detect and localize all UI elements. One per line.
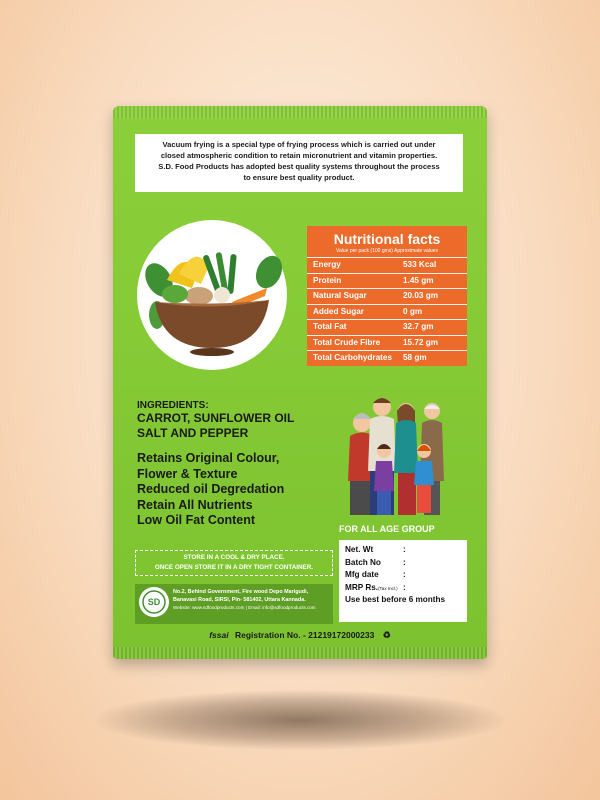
product-shadow: [95, 690, 505, 750]
info-row: MRP Rs.(Tax Incl.) :: [345, 582, 406, 592]
intro-line: to ensure best quality product.: [243, 173, 355, 182]
nutrition-subtitle: Value per pack (100 gms) Approximate values: [336, 248, 438, 254]
intro-line: closed atmospheric condition to retain micronutrient and vitamin properties.: [160, 151, 438, 160]
company-logo-icon: [139, 587, 169, 617]
company-address: [135, 584, 333, 624]
info-row: Batch No :: [345, 557, 406, 567]
ingredients-line: CARROT, SUNFLOWER OIL: [137, 411, 295, 425]
features-list: [137, 451, 337, 529]
family-illustration: [320, 381, 460, 521]
storage-line: ONCE OPEN STORE IT IN A DRY TIGHT CONTAINER.: [154, 564, 314, 571]
bowl-illustration: [137, 220, 287, 370]
recycle-icon: ♻: [382, 630, 391, 640]
ingredients-line: SALT AND PEPPER: [137, 426, 249, 440]
intro-text-box: [135, 134, 463, 192]
address-line: Banavasi Road, SIRSI, Pin- 581402, Uttara Kannada.: [173, 597, 306, 603]
product-info-box: [339, 540, 467, 622]
registration-number: Registration No. - 21219172000233: [234, 630, 375, 640]
nutrition-row: Energy 533 Kcal: [307, 257, 467, 273]
storage-instructions: [135, 550, 333, 576]
feature-item: Flower & Texture: [137, 466, 238, 481]
address-web-line: Website: www.sdfoodproducts.com | Email: info@sdfoodproducts.com: [173, 605, 316, 610]
nutrition-row: Total Fat 32.7 gm: [307, 319, 467, 335]
feature-item: Retain All Nutrients: [137, 497, 253, 512]
feature-item: Reduced oil Degredation: [137, 482, 285, 496]
nutrition-row: Total Crude Fibre 15.72 gm: [307, 335, 467, 351]
nutrition-row: Natural Sugar 20.03 gm: [307, 288, 467, 304]
feature-item: Retains Original Colour,: [137, 451, 280, 465]
fssai-logo: fssai: [209, 630, 229, 640]
ingredients-heading: INGREDIENTS:: [137, 400, 209, 411]
address-line: No.2, Behind Government, Fire wood Depo Marigudi,: [173, 589, 309, 595]
nutrition-row: Protein 1.45 gm: [307, 273, 467, 289]
info-row: Net. Wt :: [345, 545, 406, 554]
info-row: Mfg date :: [345, 570, 406, 579]
nutrition-row: Total Carbohydrates 58 gm: [307, 350, 467, 366]
registration-line: [113, 630, 487, 641]
nutrition-row: Added Sugar 0 gm: [307, 304, 467, 320]
vegetable-bowl-image: [137, 220, 287, 370]
nutrition-title: Nutritional facts: [333, 231, 441, 247]
storage-line: STORE IN A COOL & DRY PLACE.: [183, 554, 285, 561]
feature-item: Low Oil Fat Content: [137, 513, 256, 527]
intro-line: Vacuum frying is a special type of frying process which is carried out under: [162, 140, 436, 149]
product-pack: [113, 106, 487, 659]
best-before: Use best before 6 months: [345, 595, 446, 604]
svg-text:SD: SD: [147, 597, 161, 607]
nutrition-facts-table: [307, 226, 467, 366]
intro-line: S.D. Food Products has adopted best quality systems throughout the process: [158, 162, 440, 171]
age-group-label: FOR ALL AGE GROUP: [339, 524, 435, 534]
